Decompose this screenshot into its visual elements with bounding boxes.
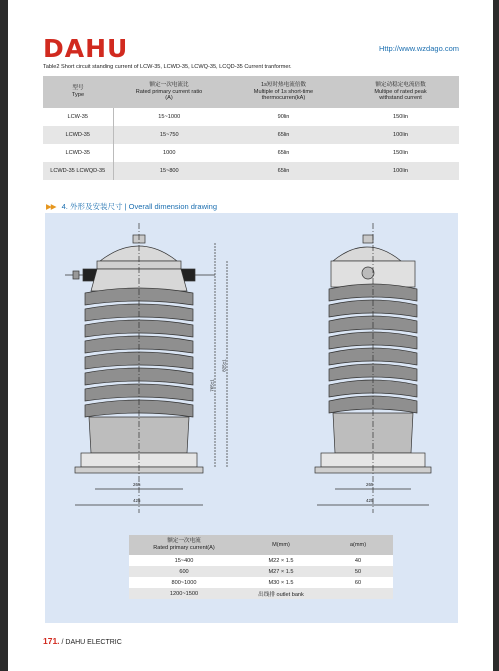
cell-current: 1200~1500 (129, 588, 239, 599)
section-title-cn: 外形及安装尺寸 (70, 202, 123, 211)
cell-type: LCWD-35 LCWQD-35 (43, 162, 113, 180)
cell-peak: 100lin (342, 126, 459, 144)
section-title-en: Overall dimension drawing (128, 202, 218, 211)
cell-m: M27 × 1.5 (239, 566, 323, 577)
cell-peak: 150lin (342, 108, 459, 126)
website-url[interactable]: Http://www.wzdago.com (378, 44, 459, 53)
page-number: 171. (43, 636, 60, 646)
table1-caption: Table2 Short circuit standing current of LCW-35, LCWD-35, LCWQ-35, LCQD-35 Current tranformer. (43, 64, 292, 70)
cell-thermal: 90lin (225, 108, 342, 126)
table-header-row (43, 76, 459, 108)
col-peak-header: 额定动稳定电流倍数 Multipe of rated peak withstand current (342, 76, 459, 108)
table-row (43, 162, 459, 180)
cell-current: 15~400 (129, 555, 239, 566)
cell-a (323, 588, 393, 599)
col-ratio-header: 额定一次电流比 Rated primary current ratio (A) (113, 76, 225, 108)
table-row (43, 108, 459, 126)
dahu-logo: DAHU (43, 34, 129, 63)
dimension-drawing (45, 213, 458, 623)
cell-current: 800~1000 (129, 577, 239, 588)
side-view-drawing (315, 223, 431, 513)
col-current-header: 额定一次电流 Rated primary current(A) (129, 535, 239, 555)
col-thermal-header: 1s短时热电流倍数 Multiple of 1s short-time thermocurren(kA) (225, 76, 342, 108)
dim-right-425: 425 (366, 498, 374, 503)
thread-size-table (129, 535, 393, 599)
cell-a: 50 (323, 566, 393, 577)
cell-ratio: 15~1000 (113, 108, 225, 126)
cell-peak: 100lin (342, 162, 459, 180)
cell-thermal: 65lin (225, 162, 342, 180)
col-a-header: a(mm) (323, 535, 393, 555)
cell-thermal: 65lin (225, 126, 342, 144)
section-arrows-icon: ▶▶ (46, 202, 56, 211)
cell-type: LCWD-35 (43, 144, 113, 162)
dim-right-265: 265 (366, 482, 374, 487)
cell-m: 出线排 outlet bank (239, 588, 323, 599)
short-circuit-table (43, 76, 459, 180)
dim-height-765: 765±1 (209, 379, 215, 392)
cell-m: M22 × 1.5 (239, 555, 323, 566)
dim-left-265: 265 (133, 482, 141, 487)
col-m-header: M(mm) (239, 535, 323, 555)
table-row (43, 144, 459, 162)
cell-ratio: 15~800 (113, 162, 225, 180)
company-name: / DAHU ELECTRIC (61, 639, 122, 646)
section-heading (46, 201, 217, 212)
section-separator: | (124, 202, 127, 211)
dim-left-425: 425 (133, 498, 141, 503)
dim-height-825: 825±1 (221, 359, 227, 372)
cell-peak: 150lin (342, 144, 459, 162)
cell-ratio: 1000 (113, 144, 225, 162)
page-footer (43, 636, 122, 646)
cell-a: 60 (323, 577, 393, 588)
table-header-row (129, 535, 393, 555)
table-row (129, 566, 393, 577)
cell-thermal: 65lin (225, 144, 342, 162)
table-row (43, 126, 459, 144)
section-number: 4. (61, 202, 68, 211)
cell-current: 600 (129, 566, 239, 577)
cell-a: 40 (323, 555, 393, 566)
cell-type: LCWD-35 (43, 126, 113, 144)
front-view-drawing (65, 223, 227, 513)
cell-ratio: 15~750 (113, 126, 225, 144)
cell-type: LCW-35 (43, 108, 113, 126)
col-type-header: 型号 Type (43, 76, 113, 108)
table-row (129, 555, 393, 566)
cell-m: M30 × 1.5 (239, 577, 323, 588)
catalog-page (8, 0, 493, 671)
table-row (129, 588, 393, 599)
transformer-drawing-svg (45, 213, 458, 523)
table-row (129, 577, 393, 588)
